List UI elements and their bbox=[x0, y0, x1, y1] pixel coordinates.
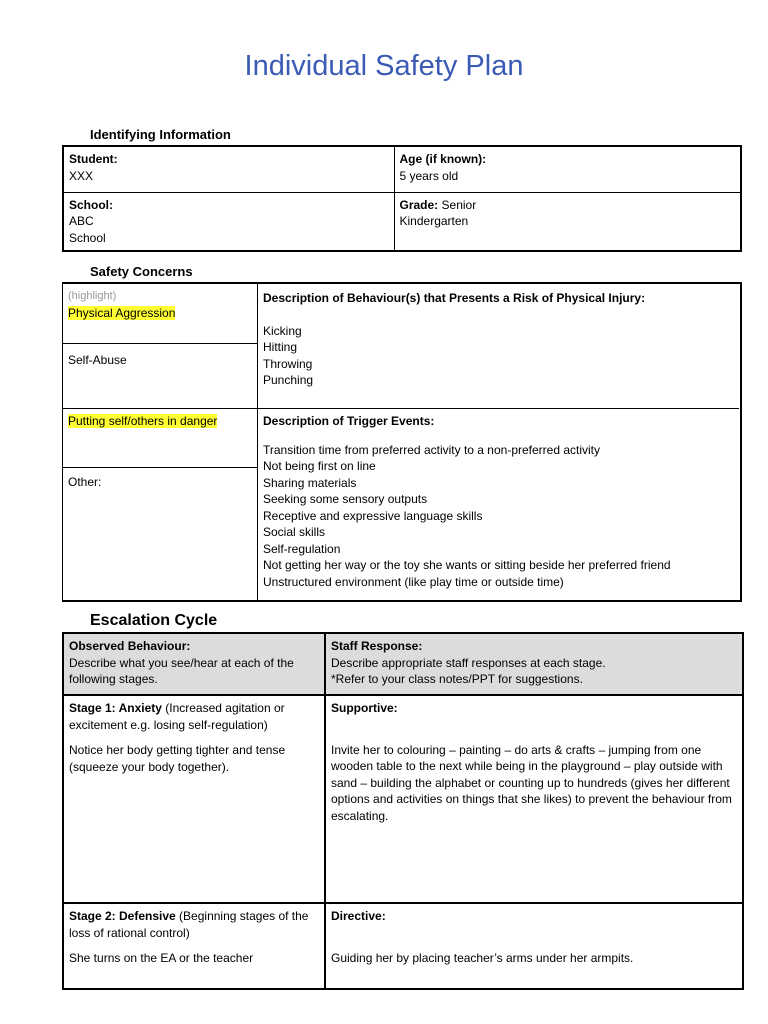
stage1-response: Invite her to colouring – painting – do arts & crafts – jumping from one wooden table to the next while being in the playground – play outside with sand – building the alphabet or counting up to hundreds (gives her different options and activities on things that she likes) to prevent the behaviour from escalating. bbox=[331, 742, 732, 823]
behaviour-item: Punching bbox=[263, 373, 314, 387]
grade-value: Senior bbox=[441, 197, 477, 212]
stage1-label: Stage 1: Anxiety bbox=[69, 701, 162, 715]
concern-danger: Putting self/others in danger bbox=[68, 414, 218, 428]
stage2-cell bbox=[63, 903, 325, 989]
stage2-response-label: Directive: bbox=[331, 909, 386, 923]
identifying-table bbox=[62, 145, 742, 252]
stage2-desc: (Beginning stages of the loss of rational control) bbox=[69, 909, 309, 940]
stage1-response-cell bbox=[325, 695, 743, 903]
observed-desc: Describe what you see/hear at each of the following stages. bbox=[69, 655, 294, 686]
descriptions-column bbox=[257, 284, 739, 600]
student-value: XXX bbox=[69, 168, 94, 183]
behaviour-heading: Description of Behaviour(s) that Presents a Risk of Physical Injury: bbox=[263, 291, 646, 305]
concern-self-abuse: Self-Abuse bbox=[68, 353, 127, 367]
student-label: Student: bbox=[69, 152, 118, 166]
trigger-item: Not being first on line bbox=[263, 459, 376, 473]
concern-cell-3 bbox=[63, 408, 258, 468]
school-cell bbox=[63, 192, 394, 251]
trigger-item: Not getting her way or the toy she wants or sitting beside her preferred friend bbox=[263, 558, 671, 572]
identifying-heading: Identifying Information bbox=[90, 127, 231, 142]
trigger-item: Self-regulation bbox=[263, 541, 341, 556]
behaviour-cell bbox=[258, 286, 739, 393]
trigger-item: Unstructured environment (like play time or outside time) bbox=[263, 574, 564, 589]
escalation-heading: Escalation Cycle bbox=[90, 612, 218, 629]
stage2-response: Guiding her by placing teacher’s arms under her armpits. bbox=[331, 950, 634, 965]
trigger-item: Transition time from preferred activity to a non-preferred activity bbox=[263, 442, 601, 457]
age-label: Age (if known): bbox=[399, 152, 487, 166]
escalation-table bbox=[62, 632, 744, 990]
staff-header bbox=[325, 633, 743, 695]
grade-label: Grade: bbox=[399, 197, 439, 212]
concerns-column bbox=[62, 284, 258, 600]
grade-cell bbox=[394, 192, 741, 251]
safety-table bbox=[62, 282, 742, 602]
trigger-heading: Description of Trigger Events: bbox=[263, 414, 435, 428]
stage1-response-label: Supportive: bbox=[331, 701, 398, 715]
observed-header bbox=[63, 633, 325, 695]
staff-note: *Refer to your class notes/PPT for suggestions. bbox=[331, 672, 583, 686]
school-value: ABC bbox=[69, 214, 94, 228]
concern-physical-aggression: Physical Aggression bbox=[68, 305, 176, 320]
observed-heading: Observed Behaviour: bbox=[69, 639, 191, 653]
behaviour-item: Kicking bbox=[263, 323, 302, 338]
concern-cell-1 bbox=[63, 284, 258, 344]
trigger-item: Social skills bbox=[263, 525, 326, 539]
age-cell bbox=[394, 146, 741, 192]
stage2-note: She turns on the EA or the teacher bbox=[69, 951, 254, 965]
staff-heading: Staff Response: bbox=[331, 639, 423, 653]
safety-heading: Safety Concerns bbox=[90, 264, 193, 279]
concern-cell-4 bbox=[63, 470, 258, 495]
stage2-response-cell bbox=[325, 903, 743, 989]
trigger-item: Seeking some sensory outputs bbox=[263, 492, 428, 506]
behaviour-item: Throwing bbox=[263, 356, 313, 371]
stage1-note: Notice her body getting tighter and tense (squeeze your body together). bbox=[69, 743, 286, 774]
concern-cell-2 bbox=[63, 348, 258, 373]
concern-other: Other: bbox=[68, 475, 102, 489]
trigger-item: Receptive and expressive language skills bbox=[263, 508, 483, 523]
trigger-cell bbox=[258, 408, 739, 594]
stage1-desc: (Increased agitation or excitement e.g. losing self-regulation) bbox=[69, 701, 285, 732]
behaviour-item: Hitting bbox=[263, 340, 298, 354]
staff-desc: Describe appropriate staff responses at each stage. bbox=[331, 655, 606, 670]
stage1-cell bbox=[63, 695, 325, 903]
trigger-item: Sharing materials bbox=[263, 475, 357, 490]
age-value: 5 years old bbox=[399, 168, 459, 183]
page-title: Individual Safety Plan bbox=[244, 50, 524, 82]
school-label: School: bbox=[69, 197, 113, 212]
grade-value-2: Kindergarten bbox=[399, 214, 469, 228]
stage2-label: Stage 2: Defensive bbox=[69, 909, 176, 923]
highlight-hint: (highlight) bbox=[68, 290, 117, 302]
student-cell bbox=[63, 146, 394, 192]
school-value-2: School bbox=[69, 230, 106, 245]
